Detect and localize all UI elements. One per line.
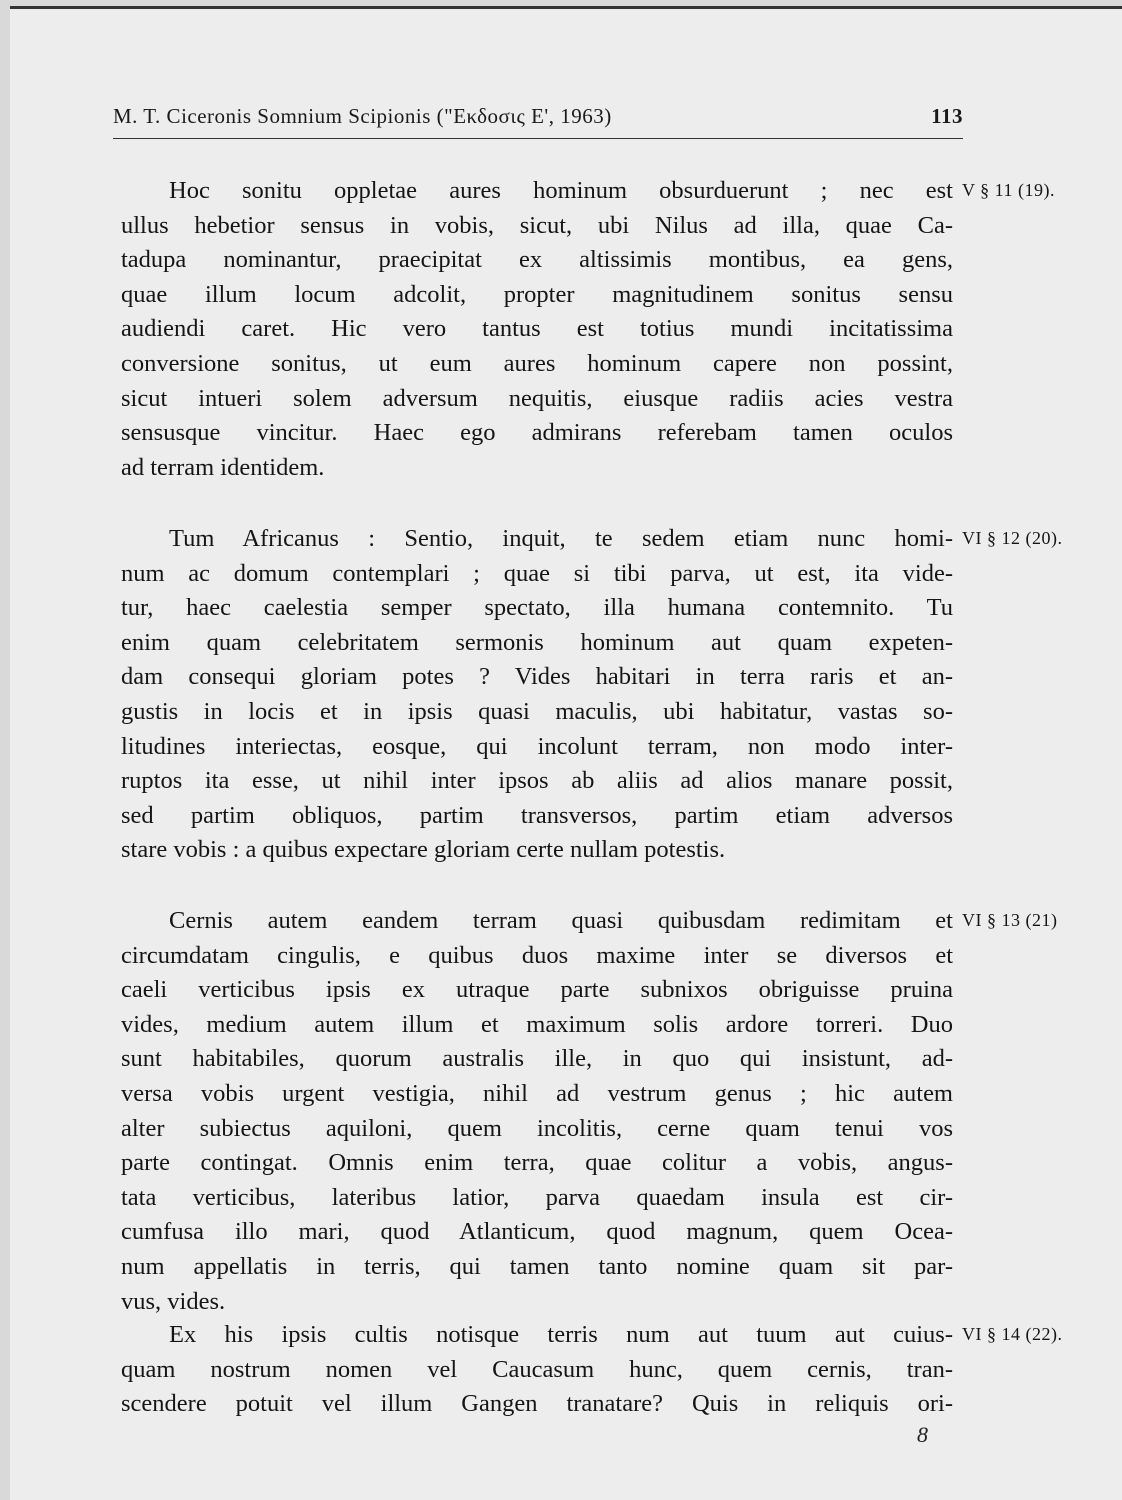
text-line: tata verticibus, lateribus latior, parva quaedam insula est cir- bbox=[121, 1183, 953, 1211]
margin-reference: VI § 14 (22). bbox=[962, 1324, 1063, 1344]
paragraph-4 bbox=[121, 1318, 953, 1422]
text-line: sensusque vincitur. Haec ego admirans referebam tamen oculos bbox=[121, 419, 953, 447]
paragraph-1 bbox=[121, 174, 953, 485]
page-header bbox=[113, 104, 963, 134]
text-line: Cernis autem eandem terram quasi quibusdam redimitam et bbox=[169, 907, 953, 934]
text-line: versa vobis urgent vestigia, nihil ad vestrum genus ; hic autem bbox=[121, 1079, 953, 1107]
text-line: enim quam celebritatem sermonis hominum aut quam expeten- bbox=[121, 628, 953, 656]
top-border bbox=[10, 6, 1122, 9]
paragraph-3 bbox=[121, 904, 953, 1319]
text-line: quae illum locum adcolit, propter magnitudinem sonitus sensu bbox=[121, 280, 953, 308]
text-line: vus, vides. bbox=[121, 1287, 226, 1315]
text-line: alter subiectus aquiloni, quem incolitis, cerne quam tenui vos bbox=[121, 1114, 953, 1142]
margin-reference: VI § 13 (21) bbox=[962, 910, 1058, 930]
text-line: audiendi caret. Hic vero tantus est totius mundi incitatissima bbox=[121, 315, 953, 343]
text-line: sunt habitabiles, quorum australis ille, in quo qui insistunt, ad- bbox=[121, 1045, 953, 1073]
text-line: caeli verticibus ipsis ex utraque parte subnixos obriguisse pruina bbox=[121, 976, 953, 1004]
text-line: sed partim obliquos, partim transversos, partim etiam adversos bbox=[121, 801, 953, 829]
text-line: stare vobis : a quibus expectare gloriam certe nullam potestis. bbox=[121, 836, 726, 864]
header-rule bbox=[113, 138, 963, 139]
text-line: circumdatam cingulis, e quibus duos maxime inter se diversos et bbox=[121, 941, 953, 969]
running-head: M. T. Ciceronis Somnium Scipionis ("Εκδοσις Ε', 1963) bbox=[113, 104, 612, 128]
text-line: Ex his ipsis cultis notisque terris num aut tuum aut cuius- bbox=[169, 1321, 953, 1348]
text-line: ruptos ita esse, ut nihil inter ipsos ab aliis ad alios manare possit, bbox=[121, 767, 953, 795]
text-line: scendere potuit vel illum Gangen tranatare? Quis in reliquis ori- bbox=[121, 1390, 953, 1418]
text-line: dam consequi gloriam potes ? Vides habitari in terra raris et an- bbox=[121, 663, 953, 691]
text-line: tadupa nominantur, praecipitat ex altissimis montibus, ea gens, bbox=[121, 246, 953, 274]
text-line: num ac domum contemplari ; quae si tibi parva, ut est, ita vide- bbox=[121, 559, 953, 587]
text-line: gustis in locis et in ipsis quasi maculis, ubi habitatur, vastas so- bbox=[121, 697, 953, 725]
text-line: vides, medium autem illum et maximum solis ardore torreri. Duo bbox=[121, 1010, 953, 1038]
page-number: 113 bbox=[931, 104, 963, 128]
text-line: tur, haec caelestia semper spectato, illa humana contemnito. Tu bbox=[121, 594, 953, 622]
text-line: parte contingat. Omnis enim terra, quae colitur a vobis, angus- bbox=[121, 1149, 953, 1177]
text-line: quam nostrum nomen vel Caucasum hunc, quem cernis, tran- bbox=[121, 1355, 953, 1383]
text-line: Hoc sonitu oppletae aures hominum obsurduerunt ; nec est bbox=[169, 177, 953, 204]
text-line: ad terram identidem. bbox=[121, 453, 325, 481]
text-line: litudines interiectas, eosque, qui incolunt terram, non modo inter- bbox=[121, 732, 953, 760]
margin-reference: VI § 12 (20). bbox=[962, 528, 1063, 548]
text-line: num appellatis in terris, qui tamen tanto nomine quam sit par- bbox=[121, 1252, 953, 1280]
paragraph-2 bbox=[121, 522, 953, 868]
text-line: conversione sonitus, ut eum aures hominum capere non possint, bbox=[121, 349, 953, 377]
margin-reference: V § 11 (19). bbox=[962, 180, 1055, 200]
text-line: sicut intueri solem adversum nequitis, eiusque radiis acies vestra bbox=[121, 384, 953, 412]
text-line: cumfusa illo mari, quod Atlanticum, quod magnum, quem Ocea- bbox=[121, 1218, 953, 1246]
text-line: ullus hebetior sensus in vobis, sicut, ubi Nilus ad illa, quae Ca- bbox=[121, 211, 953, 239]
signature-mark: 8 bbox=[917, 1422, 928, 1447]
text-line: Tum Africanus : Sentio, inquit, te sedem etiam nunc homi- bbox=[169, 525, 953, 552]
